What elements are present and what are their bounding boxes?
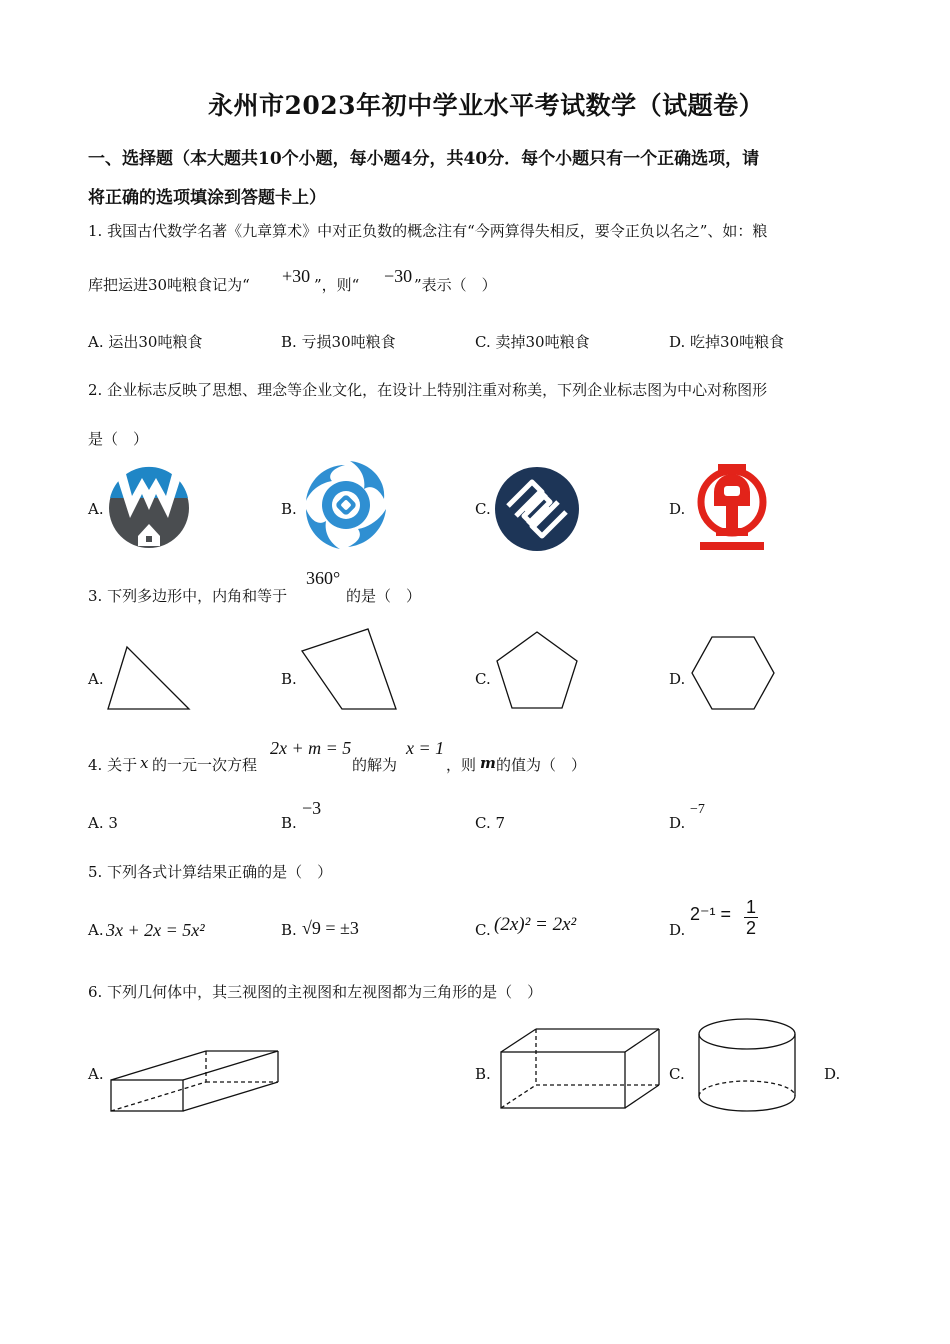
q4-solution: x = 1 <box>406 738 445 758</box>
section-heading-line2: 将正确的选项填涂到答题卡上） <box>88 188 326 208</box>
q4-math-minus7: −7 <box>690 802 705 817</box>
q1-line1: 1. 我国古代数学名著《九章算术》中对正负数的概念注有“今两算得失相反，要令正负以名之”、如：粮 <box>88 222 768 240</box>
q4-text-a: 4. 关于 <box>88 756 138 774</box>
q3-label-b: B. <box>281 670 297 688</box>
q4-label-b: B. <box>281 814 297 832</box>
q3-text-b: 的是（ ） <box>346 587 422 605</box>
q5-fraction-denominator: 2 <box>745 918 756 938</box>
q4-text-d: ，则 <box>446 756 477 774</box>
q5-label-a: A. <box>88 921 104 939</box>
q4-var-m: m <box>480 754 496 772</box>
q2-label-d: D. <box>669 500 686 518</box>
q1-line2-a: 库把运进30吨粮食记为“ <box>88 276 250 294</box>
q3-text-a: 3. 下列多边形中，内角和等于 <box>88 587 288 605</box>
q3-label-d: D. <box>669 670 686 688</box>
q1-option-d: D. 吃掉30吨粮食 <box>669 333 785 351</box>
q5-text: 5. 下列各式计算结果正确的是（ ） <box>88 863 333 881</box>
q3-label-c: C. <box>475 670 491 688</box>
q1-option-a: A. 运出30吨粮食 <box>88 333 203 351</box>
pentagon-shape <box>494 630 580 712</box>
q2-label-b: B. <box>281 500 297 518</box>
q5-expr-d-lhs: 2⁻¹ = <box>690 904 732 924</box>
q4-text-b: 的一元一次方程 <box>152 756 258 774</box>
railway-logo-icon <box>696 462 768 552</box>
cuboid-tall-shape <box>498 1026 662 1112</box>
q5-expr-d-fraction <box>744 898 758 937</box>
q1-option-b: B. 亏损30吨粮食 <box>281 333 396 351</box>
q4-text-c: 的解为 <box>352 756 398 774</box>
w-logo-icon <box>108 466 190 550</box>
q5-label-d: D. <box>669 921 686 939</box>
swirl-logo-icon <box>300 459 390 551</box>
q2-line1: 2. 企业标志反映了思想、理念等企业文化，在设计上特别注重对称美，下列企业标志图为中心对称图形 <box>88 381 768 399</box>
q5-label-c: C. <box>475 921 491 939</box>
q5-expr-c: (2x)² = 2x² <box>494 914 577 935</box>
q1-math-plus30: +30 <box>282 266 311 286</box>
q3-label-a: A. <box>88 670 104 688</box>
q6-label-b: B. <box>475 1065 491 1083</box>
q6-text: 6. 下列几何体中，其三视图的主视图和左视图都为三角形的是（ ） <box>88 983 543 1001</box>
q6-label-a: A. <box>88 1065 104 1083</box>
quadrilateral-shape <box>300 627 400 713</box>
q1-math-minus30: −30 <box>384 266 413 286</box>
q2-label-a: A. <box>88 500 104 518</box>
q1-line2-c: ”表示（ ） <box>414 276 497 294</box>
mobile-logo-icon <box>494 466 580 552</box>
q2-line2: 是（ ） <box>88 430 149 448</box>
q4-label-d: D. <box>669 814 686 832</box>
q3-math-360: 360° <box>306 568 341 588</box>
section-heading-line1: 一、选择题（本大题共10个小题，每小题4分，共40分．每个小题只有一个正确选项，请 <box>88 149 760 169</box>
q4-text-e: 的值为（ ） <box>496 756 587 774</box>
hexagon-shape <box>690 635 776 713</box>
cuboid-flat-shape <box>108 1048 282 1114</box>
triangle-shape <box>106 645 192 713</box>
q6-label-d: D. <box>824 1065 841 1083</box>
q2-label-c: C. <box>475 500 491 518</box>
q4-var-x: x <box>140 754 149 772</box>
q4-option-a: A. 3 <box>88 814 118 832</box>
q5-label-b: B. <box>281 921 297 939</box>
page-title: 永州市2023年初中学业水平考试数学（试题卷） <box>208 91 765 120</box>
q4-math-minus3: −3 <box>302 798 322 818</box>
q5-fraction-numerator: 1 <box>745 897 756 917</box>
q1-option-c: C. 卖掉30吨粮食 <box>475 333 590 351</box>
q4-equation: 2x + m = 5 <box>270 738 352 758</box>
q5-expr-a: 3x + 2x = 5x² <box>106 920 205 940</box>
q5-expr-b: √9 = ±3 <box>302 918 359 938</box>
q1-line2-b: ”，则“ <box>314 276 360 294</box>
cylinder-shape <box>696 1016 798 1114</box>
q6-label-c: C. <box>669 1065 685 1083</box>
q4-option-c: C. 7 <box>475 814 506 832</box>
